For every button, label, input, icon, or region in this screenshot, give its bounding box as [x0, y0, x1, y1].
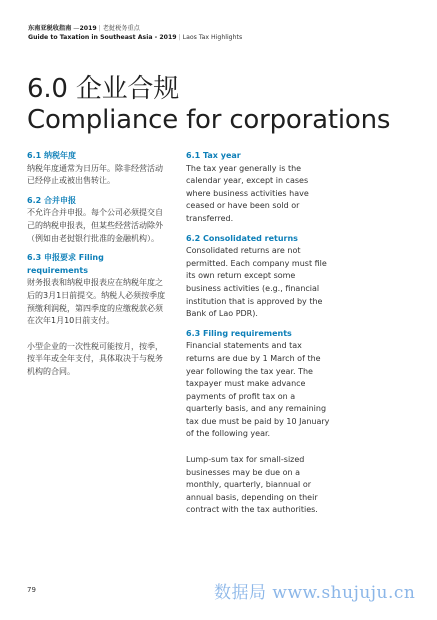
header-guide-cn: 东南亚税收指南 — [28, 25, 72, 32]
cn-section-filing-heading: 6.3 申报要求 Filing requirements — [27, 253, 104, 275]
watermark: 数据局 www.shujuju.cn — [214, 583, 416, 603]
en-section-consolidated-heading: 6.2 Consolidated returns — [186, 233, 298, 243]
running-header — [28, 24, 242, 42]
en-section-tax-year-heading: 6.1 Tax year — [186, 151, 241, 160]
cn-lump-sum-paragraph: 小型企业的一次性税可能按月，按季，按半年或全年支付，具体取决于与税务机构的合同。 — [27, 341, 163, 376]
header-en: Guide to Taxation in Southeast Asia - 2019 | Laos Tax Highlights — [28, 34, 243, 41]
english-column — [186, 150, 331, 517]
cn-section-consolidated-heading: 6.2 合并申报 — [27, 195, 76, 205]
title-line-en: Compliance for corporations — [27, 105, 391, 135]
header-tag-cn: 老挝税务重点 — [102, 25, 140, 32]
cn-section-consolidated-body: 不允许合并申报。每个公司必须提交自己的纳税申报表，但某些经营活动除外（例如由老挝银行批准的金融机构）。 — [27, 208, 163, 243]
en-section-filing-heading: 6.3 Filing requirements — [186, 328, 292, 338]
header-tag-en: Laos Tax Highlights — [182, 34, 243, 41]
header-year: 2019 — [79, 25, 97, 32]
en-section-tax-year-body: The tax year generally is the calendar year, except in cases where business activities have ceased or have been sold or transferred. — [186, 163, 309, 223]
page-title — [27, 74, 390, 136]
title-line-cn: 6.0 企业合规 — [27, 74, 180, 104]
chinese-column — [27, 150, 167, 379]
en-section-consolidated-body: Consolidated returns are not permitted. Each company must file its own return except some business activities (e.g., financial institution that is approved by the Bank of Lao PDR). — [186, 246, 327, 319]
header-guide-en: Guide to Taxation in Southeast Asia - 2019 — [28, 34, 177, 41]
cn-section-filing-body: 财务报表和纳税申报表应在纳税年度之后的3月1日前提交。纳税人必须按季度预缴利润税，第四季度的应缴税款必须在次年1月10日前支付。 — [27, 278, 166, 326]
header-cn: 东南亚税收指南 —2019 | 老挝税务重点 — [28, 25, 140, 32]
cn-section-tax-year-heading: 6.1 纳税年度 — [27, 151, 76, 160]
page-number: 79 — [27, 586, 36, 594]
cn-section-tax-year-body: 纳税年度通常为日历年。除非经营活动已经停止或被出售转让。 — [27, 163, 163, 186]
en-lump-sum-paragraph: Lump-sum tax for small-sized businesses may be due on a monthly, quarterly, biannual or annual basis, depending on their contract with the tax authorities. — [186, 455, 318, 515]
en-section-filing-body: Financial statements and tax returns are due by 1 March of the year following the tax year. The taxpayer must make advance payments of profit tax on a quarterly basis, and any remaining tax due must be paid by 10 January of the following year. — [186, 341, 330, 439]
